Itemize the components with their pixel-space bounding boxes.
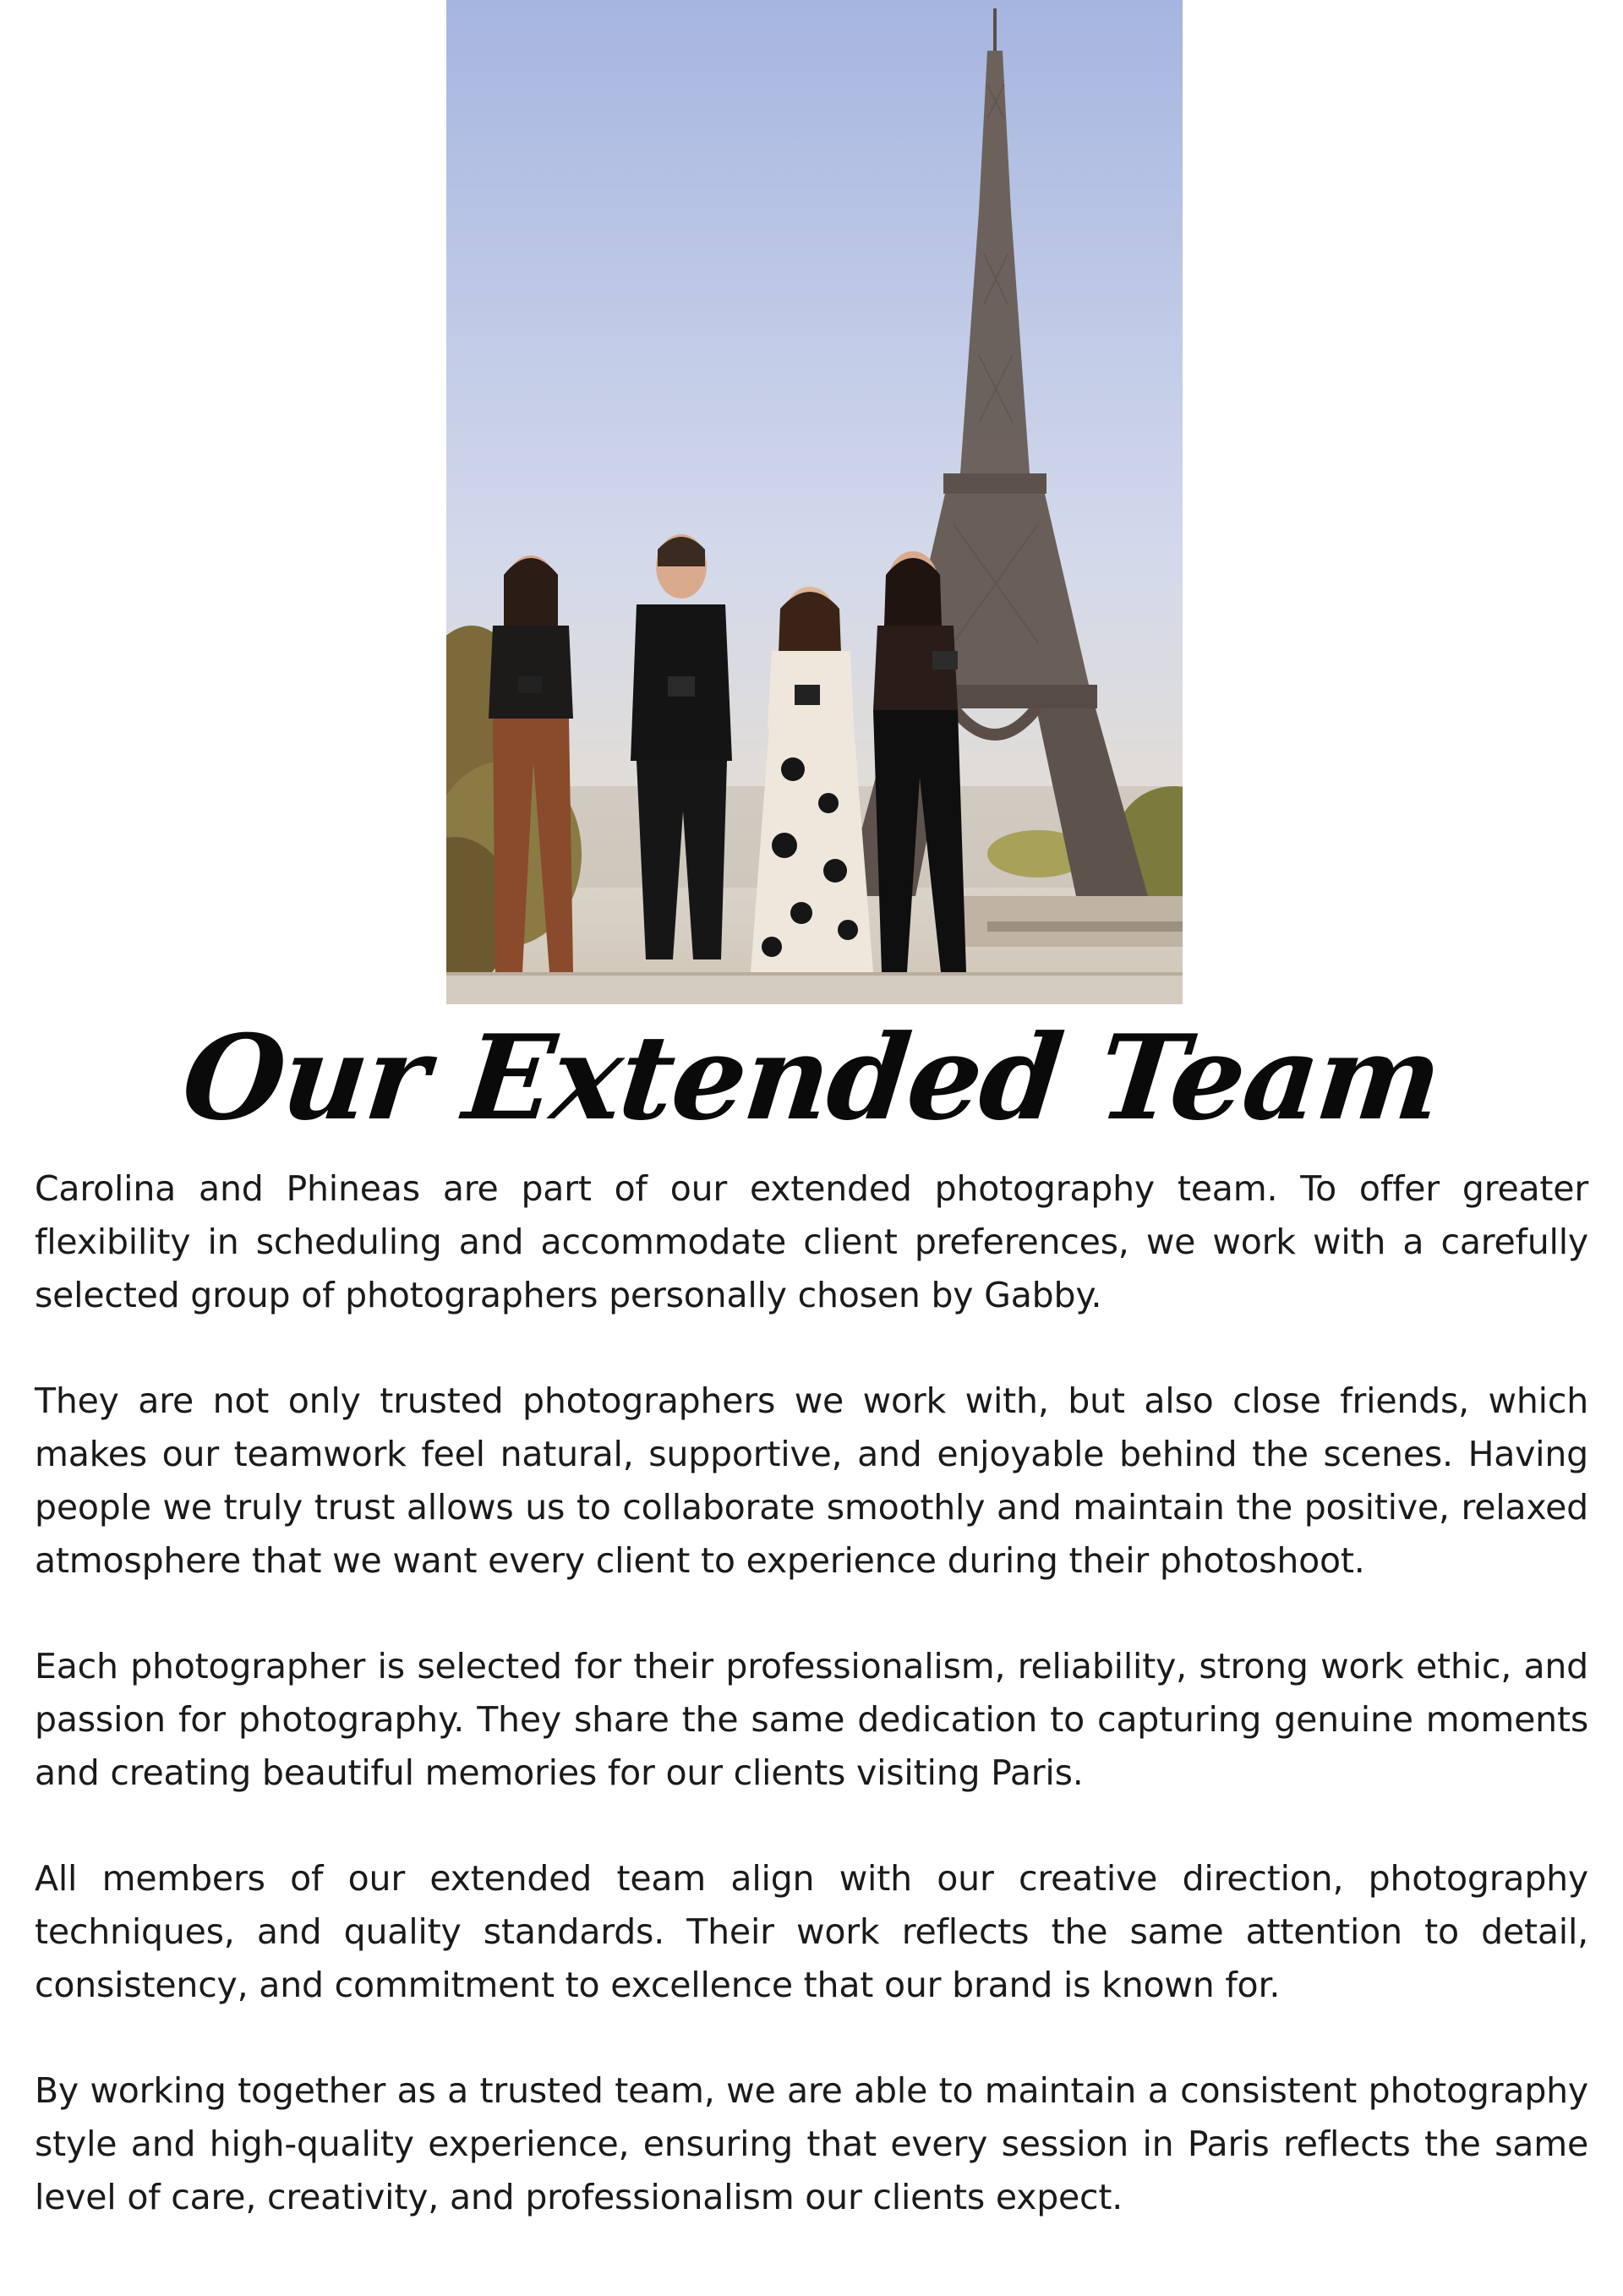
paragraph-selection: Each photographer is selected for their professionalism, reliability, strong work ethic, and passion for photography. They share the same dedication to capturing genuine moments and creating beautiful memories for our clients visiting Paris. [35, 1646, 1588, 1793]
paragraph-teamwork: By working together as a trusted team, we are able to maintain a consistent photography style and high-quality experience, ensuring that every session in Paris reflects the same level of care, creativity, and professionalism our clients expect. [35, 2070, 1588, 2217]
paragraph-intro: Carolina and Phineas are part of our extended photography team. To offer greater flexibility in scheduling and accommodate client preferences, we work with a carefully selected group of photographers personally chosen by Gabby. [35, 1168, 1588, 1315]
paragraph-standards: All members of our extended team align with our creative direction, photography techniques, and quality standards. Their work reflects the same attention to detail, consistency, and commitment to excellence that our brand is known for. [35, 1858, 1588, 2005]
team-photo [446, 0, 1183, 1004]
body-text [35, 1162, 1588, 2277]
paragraph-friends: They are not only trusted photographers we work with, but also close friends, which makes our teamwork feel natural, supportive, and enjoyable behind the scenes. Having people we truly trust allows us to collaborate smoothly and maintain the positive, relaxed atmosphere that we want every client to experience during their photoshoot. [35, 1380, 1588, 1581]
page-title: Our Extended Team [176, 1009, 1447, 1146]
